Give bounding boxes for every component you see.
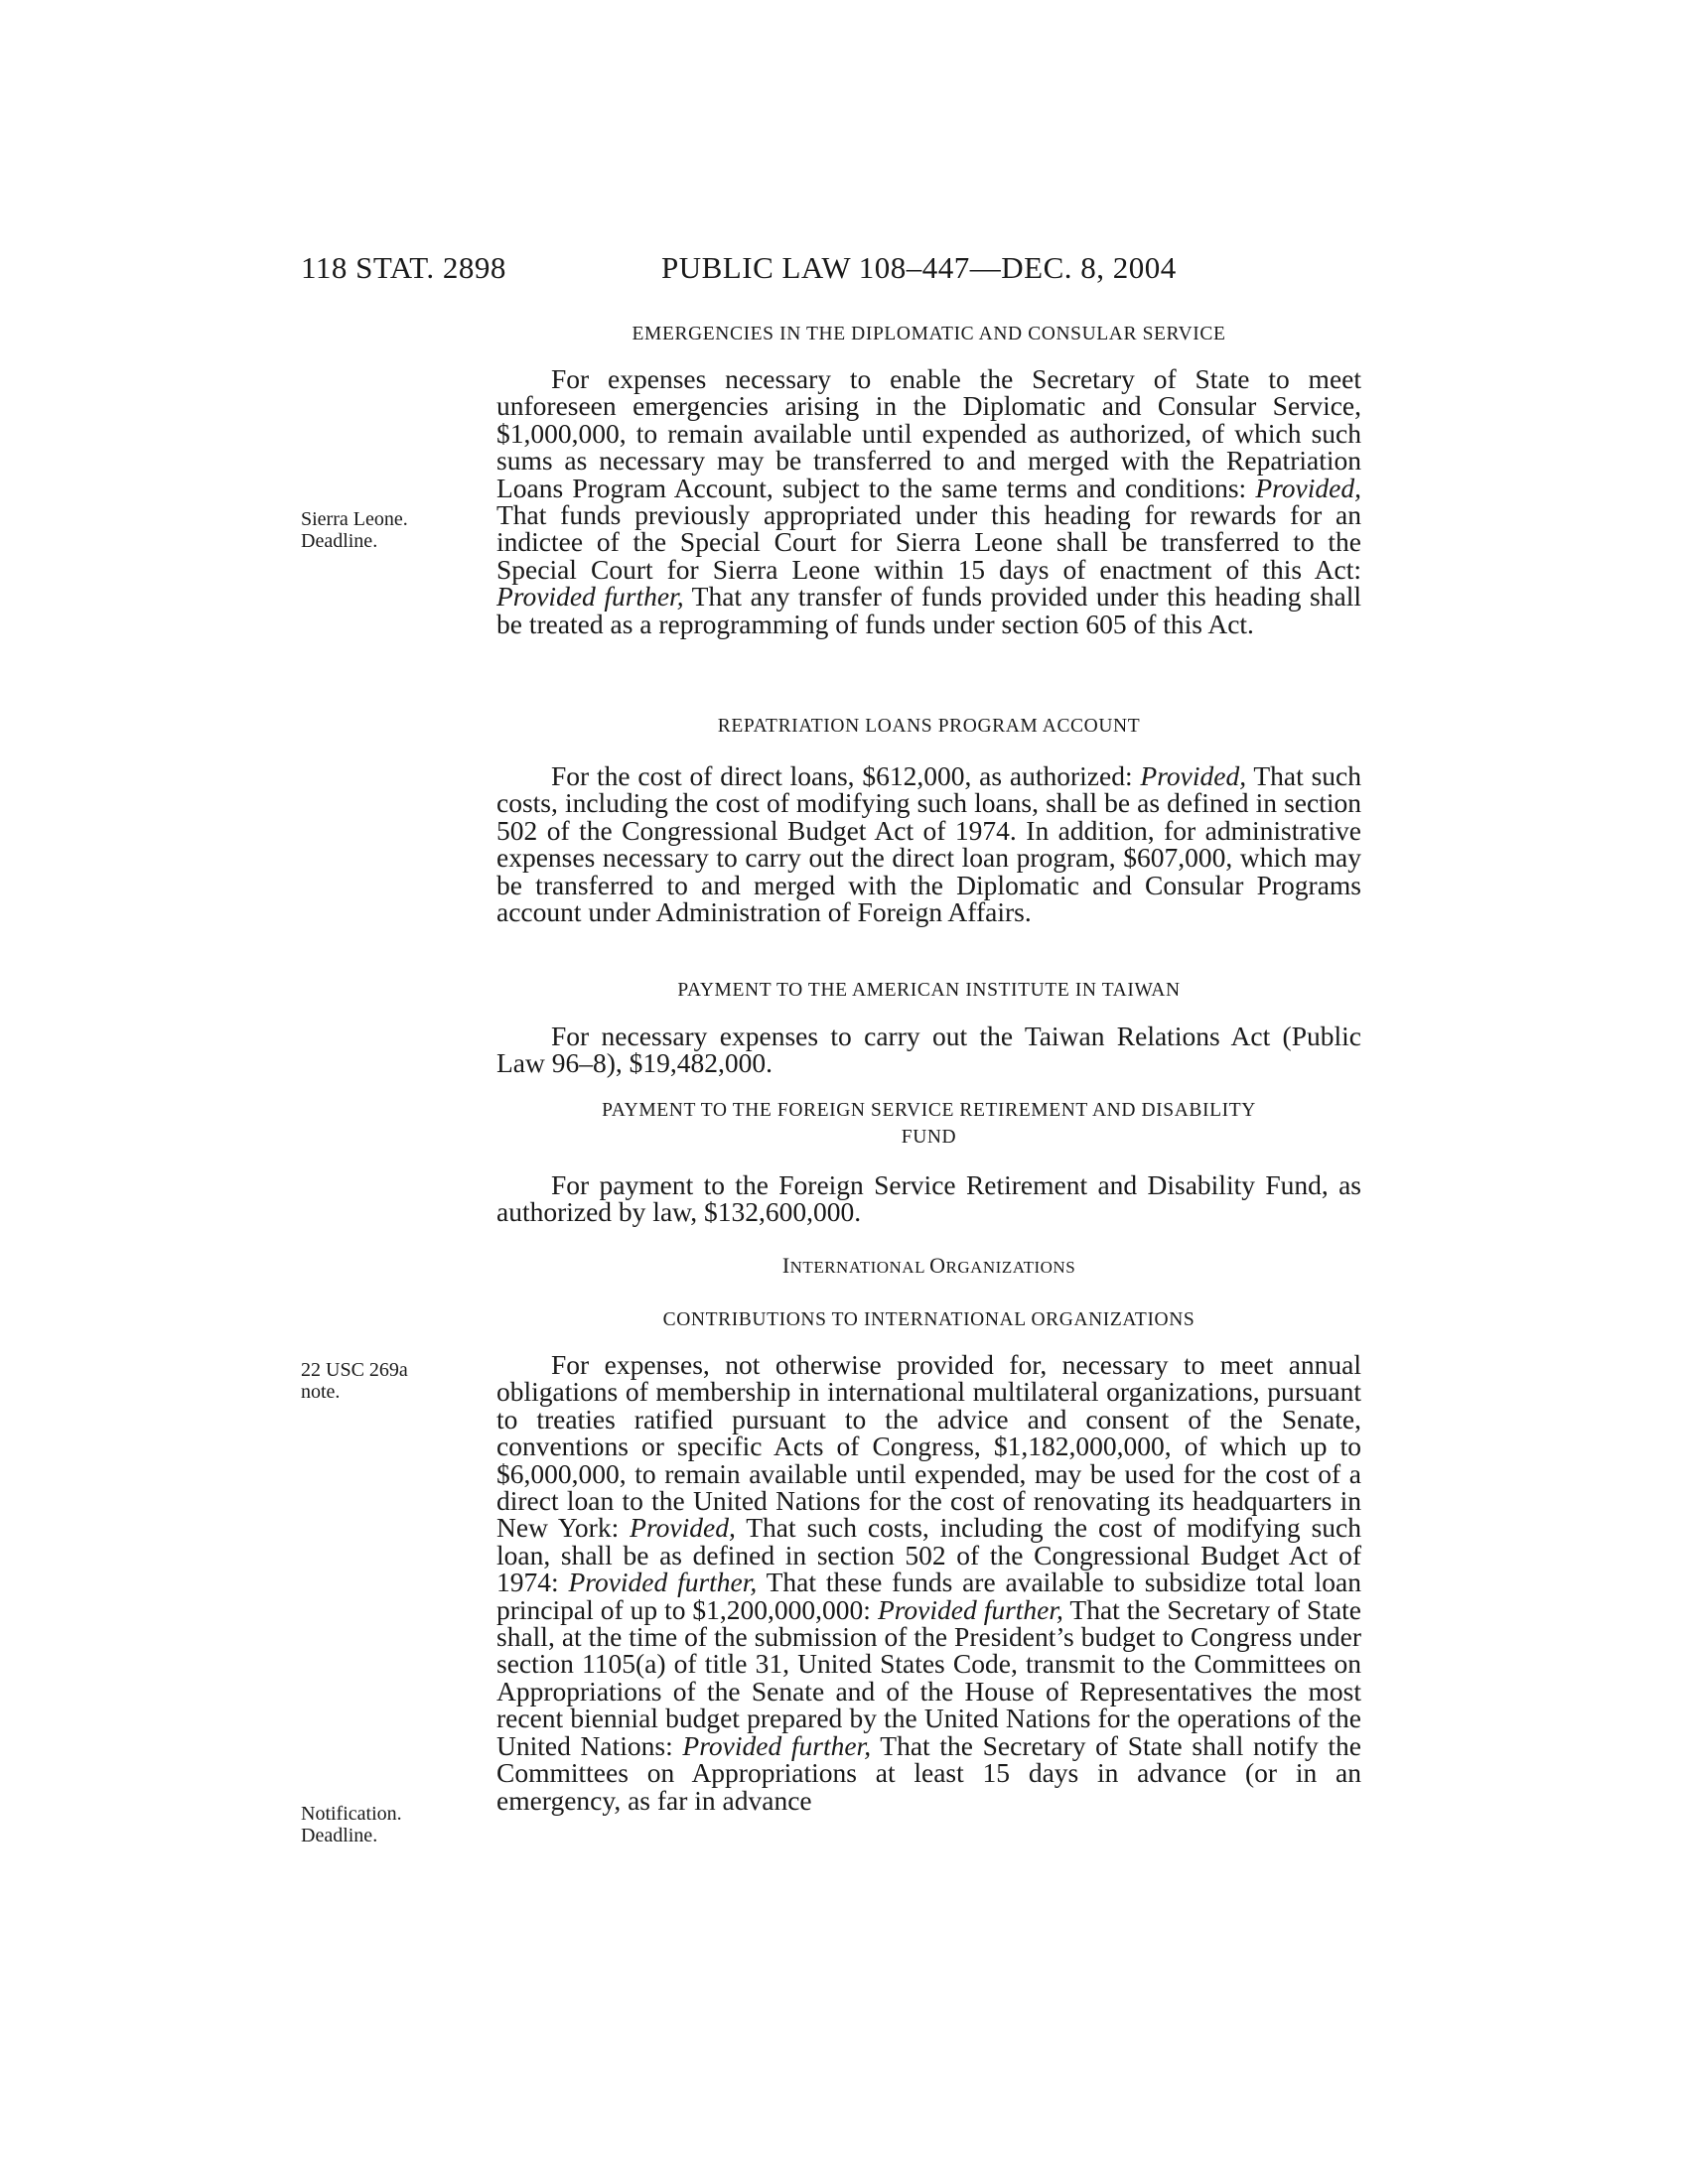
text-run: That these funds are available to subsidize total loan principal of up to $1,200,000,000:: [496, 1567, 1361, 1625]
stat-citation: 118 STAT. 2898: [301, 250, 506, 285]
text-run: For expenses necessary to enable the Secretary of State to meet unforeseen emergencies arising in the Diplomatic and Consular Service, $1,000,000, to remain available until expended as authorized, of which such sums as necessary may be transferred to and merged with the Repatriation Loans Program Account, subject to the same terms and conditions:: [496, 363, 1361, 503]
italic-proviso: Provided further,: [496, 581, 684, 613]
paragraph-taiwan: For necessary expenses to carry out the Taiwan Relations Act (Public Law 96–8), $19,482,000.: [496, 1021, 1361, 1079]
margin-note-line: Deadline.: [301, 530, 378, 552]
heading-contributions: CONTRIBUTIONS TO INTERNATIONAL ORGANIZATIONS: [662, 1309, 1196, 1330]
margin-note-line: Notification.: [301, 1803, 402, 1825]
text-run: That such costs, including the cost of modifying such loan, shall be as defined in section 502 of the Congressional Budget Act of 1974:: [496, 1512, 1361, 1598]
margin-note-sierra-leone: [301, 508, 440, 552]
italic-proviso: Provided further,: [877, 1593, 1063, 1625]
text-run: For the cost of direct loans, $612,000, as authorized:: [551, 760, 1141, 791]
title-smallcaps: NTERNATIONAL: [789, 1258, 930, 1277]
title-cap: I: [781, 1253, 790, 1278]
running-head: [0, 250, 1688, 290]
heading-taiwan: PAYMENT TO THE AMERICAN INSTITUTE IN TAIWAN: [677, 980, 1181, 1001]
heading-line: FUND: [901, 1127, 957, 1148]
text-run: For expenses, not otherwise provided for, necessary to meet annual obligations of membership in international multilateral organizations, pursuant to treaties ratified pursuant to the advice and consent of the Senate, conventions or specific Acts of Congress, $1,182,000,000, of which up to $6,000,000, to remain available until expended, may be used for the cost of a direct loan to the United Nations for the cost of renovating its headquarters in New York:: [496, 1349, 1361, 1544]
text-run: That any transfer of funds provided under this heading shall be treated as a reprogramming of funds under section 605 of this Act.: [496, 581, 1361, 639]
italic-proviso: Provided,: [1255, 472, 1361, 503]
title-cap: O: [929, 1253, 946, 1278]
italic-proviso: Provided,: [1140, 760, 1247, 791]
margin-note-line: Sierra Leone.: [301, 508, 408, 530]
heading-retirement: [496, 1097, 1361, 1151]
paragraph-contributions: [496, 1351, 1361, 1814]
italic-proviso: Provided,: [630, 1512, 736, 1544]
paragraph-repatriation: [496, 760, 1361, 928]
public-law-citation: PUBLIC LAW 108–447—DEC. 8, 2004: [661, 250, 1177, 285]
margin-note-notification: [301, 1803, 440, 1846]
text-run: That the Secretary of State shall, at the time of the submission of the President’s budget to Congress under section 1105(a) of title 31, United States Code, transmit to the Committees on Appropriations of the Senate and of the House of Representatives the most recent biennial budget prepared by the United Nations for the operations of the United Nations:: [496, 1593, 1362, 1761]
text-run: That the Secretary of State shall notify the Committees on Appropriations at least 15 days in advance (or in an emergency, as far in advance: [496, 1729, 1361, 1816]
italic-proviso: Provided further,: [682, 1729, 872, 1761]
paragraph-emergencies: [496, 365, 1361, 637]
text-run: That such costs, including the cost of modifying such loans, shall be as defined in section 502 of the Congressional Budget Act of 1974. In addition, for administrative expenses necessary to carry out the direct loan program, $607,000, which may be transferred to and merged with the Diplomatic and Consular Programs account under Administration of Foreign Affairs.: [496, 760, 1361, 928]
margin-note-line: note.: [301, 1381, 341, 1403]
margin-note-line: Deadline.: [301, 1825, 378, 1846]
heading-repatriation: REPATRIATION LOANS PROGRAM ACCOUNT: [717, 716, 1141, 737]
title-international-organizations: [496, 1253, 1361, 1279]
paragraph-retirement: For payment to the Foreign Service Retirement and Disability Fund, as authorized by law, $132,600,000.: [496, 1169, 1361, 1228]
title-smallcaps: RGANIZATIONS: [945, 1258, 1076, 1277]
text-run: That funds previously appropriated under this heading for rewards for an indictee of the Special Court for Sierra Leone shall be transferred to the Special Court for Sierra Leone within 15 days of enactment of this Act:: [496, 499, 1361, 585]
italic-proviso: Provided further,: [568, 1567, 758, 1598]
margin-note-line: 22 USC 269a: [301, 1359, 408, 1381]
margin-note-usc: [301, 1359, 440, 1403]
heading-line: PAYMENT TO THE FOREIGN SERVICE RETIREMENT AND DISABILITY: [602, 1100, 1256, 1121]
heading-emergencies: EMERGENCIES IN THE DIPLOMATIC AND CONSULAR SERVICE: [632, 324, 1226, 344]
